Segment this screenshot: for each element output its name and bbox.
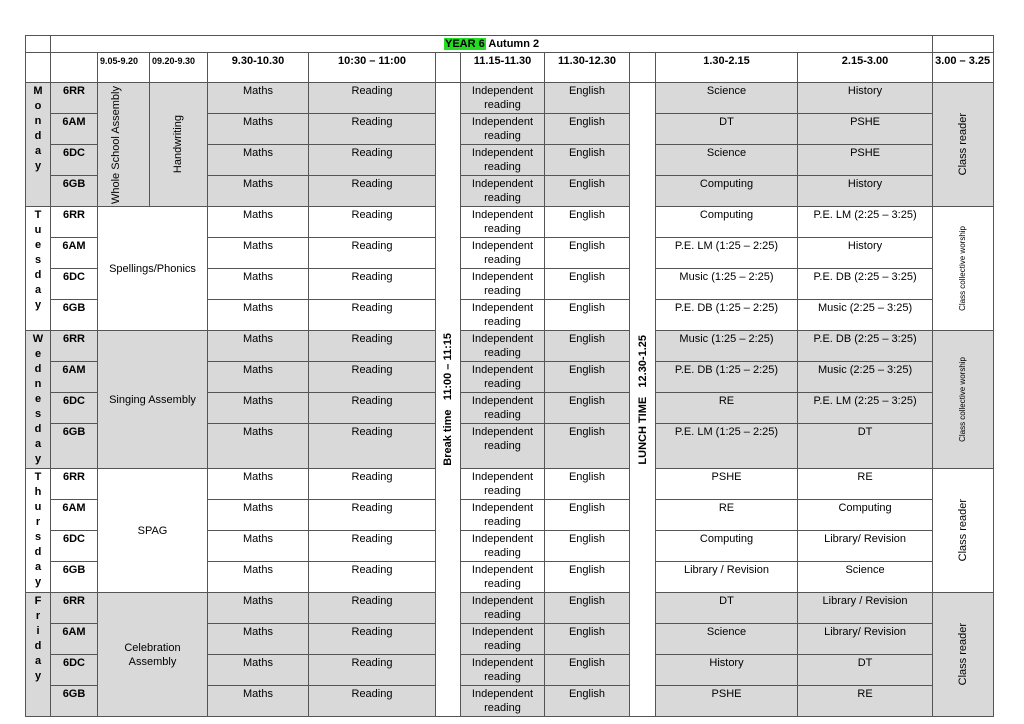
lesson-cell: Science [798, 562, 933, 593]
lesson-cell: English [545, 531, 630, 562]
lesson-cell: Library/ Revision [798, 624, 933, 655]
day-letter: n [34, 378, 42, 390]
class-name: 6AM [51, 500, 98, 531]
lesson-cell: P.E. DB (1:25 – 2:25) [656, 362, 798, 393]
day-letter: r [35, 610, 41, 622]
day-letter: e [34, 393, 42, 405]
header-slot-8: 2.15-3.00 [798, 53, 933, 83]
day-letter: s [34, 531, 42, 543]
class-name: 6DC [51, 655, 98, 686]
class-name: 6AM [51, 114, 98, 145]
table-row [26, 331, 994, 362]
lesson-cell: Maths [208, 593, 309, 624]
lesson-cell: P.E. DB (1:25 – 2:25) [656, 300, 798, 331]
header-slot-4: 10:30 – 11:00 [309, 53, 436, 83]
lesson-cell: Reading [309, 176, 436, 207]
class-name: 6GB [51, 176, 98, 207]
lesson-cell: DT [656, 114, 798, 145]
day-label-friday [26, 593, 51, 717]
day-letter: i [36, 625, 40, 637]
lesson-cell: Independent reading [461, 686, 545, 717]
lesson-cell: PSHE [798, 114, 933, 145]
handwriting-cell [150, 83, 208, 207]
lesson-cell: RE [656, 500, 798, 531]
lesson-cell: Maths [208, 531, 309, 562]
end-of-day-cell [933, 469, 994, 593]
day-letter: y [34, 160, 42, 172]
lesson-cell: Reading [309, 238, 436, 269]
table-row [26, 207, 994, 238]
assembly-label: Whole School Assembly [109, 85, 122, 204]
day-label-monday [26, 83, 51, 207]
class-name: 6GB [51, 686, 98, 717]
lesson-cell: Reading [309, 655, 436, 686]
day-letter: e [34, 348, 42, 360]
day-letter: a [34, 284, 42, 296]
lesson-cell: Maths [208, 500, 309, 531]
lesson-cell: Independent reading [461, 145, 545, 176]
day-letter: y [34, 453, 42, 465]
day-letter: r [35, 516, 41, 528]
day-letter: M [33, 85, 43, 97]
lesson-cell: Maths [208, 207, 309, 238]
end-of-day-label: Class reader [957, 113, 970, 176]
lesson-cell: English [545, 176, 630, 207]
lesson-cell: Maths [208, 83, 309, 114]
lesson-cell: Independent reading [461, 624, 545, 655]
day-letter: y [34, 299, 42, 311]
lesson-cell: English [545, 207, 630, 238]
lesson-cell: P.E. LM (1:25 – 2:25) [656, 238, 798, 269]
end-of-day-label: Class collective worship [958, 357, 968, 442]
day-letter: a [34, 145, 42, 157]
day-letter: y [34, 670, 42, 682]
lesson-cell: Computing [656, 207, 798, 238]
lesson-cell: English [545, 593, 630, 624]
day-letter: n [34, 115, 42, 127]
lesson-cell: Reading [309, 624, 436, 655]
lesson-cell: Independent reading [461, 238, 545, 269]
end-of-day-label: Class reader [957, 623, 970, 686]
lesson-cell: Maths [208, 655, 309, 686]
break-time-label: Break time 11:00 – 11:15 [442, 333, 454, 466]
lunch-time-column [630, 83, 656, 717]
day-letter: d [34, 130, 42, 142]
lesson-cell: History [798, 83, 933, 114]
lunch-time-label: LUNCH TIME 12.30-1.25 [636, 334, 649, 465]
end-of-day-label: Class reader [957, 499, 970, 562]
lesson-cell: English [545, 500, 630, 531]
header-slot-7: 1.30-2.15 [656, 53, 798, 83]
lesson-cell: Science [656, 624, 798, 655]
lesson-cell: English [545, 238, 630, 269]
table-row [26, 469, 994, 500]
lesson-cell: Maths [208, 145, 309, 176]
day-letter: o [34, 100, 42, 112]
end-of-day-cell [933, 331, 994, 469]
day-letter: a [34, 438, 42, 450]
header-slot-3: 9.30-10.30 [208, 53, 309, 83]
header-slot-2: 09.20-9.30 [150, 53, 208, 83]
lesson-cell: Maths [208, 300, 309, 331]
day-letter: a [34, 561, 42, 573]
assembly-cell: SPAG [98, 469, 208, 593]
lesson-cell: Maths [208, 686, 309, 717]
lesson-cell: PSHE [656, 686, 798, 717]
lesson-cell: Reading [309, 424, 436, 469]
lesson-cell: Music (1:25 – 2:25) [656, 331, 798, 362]
day-letter: W [32, 333, 44, 345]
lesson-cell: Reading [309, 300, 436, 331]
lesson-cell: Reading [309, 531, 436, 562]
lesson-cell: Reading [309, 269, 436, 300]
lesson-cell: Maths [208, 176, 309, 207]
lesson-cell: Library / Revision [798, 593, 933, 624]
lesson-cell: PSHE [798, 145, 933, 176]
lesson-cell: Maths [208, 114, 309, 145]
lesson-cell: Independent reading [461, 300, 545, 331]
day-label-wednesday [26, 331, 51, 469]
header-blank-day [26, 53, 51, 83]
lesson-cell: RE [798, 469, 933, 500]
year-tag: YEAR 6 [444, 38, 485, 50]
lesson-cell: Maths [208, 469, 309, 500]
lesson-cell: DT [656, 593, 798, 624]
timetable [25, 35, 994, 717]
lesson-cell: RE [798, 686, 933, 717]
day-letter: d [34, 423, 42, 435]
class-name: 6DC [51, 393, 98, 424]
lesson-cell: English [545, 686, 630, 717]
lesson-cell: English [545, 362, 630, 393]
lesson-cell: Maths [208, 331, 309, 362]
day-letter: a [34, 655, 42, 667]
lesson-cell: English [545, 393, 630, 424]
timetable-title [51, 36, 933, 53]
class-name: 6RR [51, 83, 98, 114]
lesson-cell: Independent reading [461, 393, 545, 424]
term-label: Autumn 2 [485, 38, 540, 50]
lesson-cell: History [798, 176, 933, 207]
lesson-cell: Independent reading [461, 83, 545, 114]
lesson-cell: Maths [208, 238, 309, 269]
class-name: 6RR [51, 207, 98, 238]
class-name: 6DC [51, 145, 98, 176]
header-slot-5: 11.15-11.30 [461, 53, 545, 83]
day-letter: e [34, 239, 42, 251]
class-name: 6RR [51, 331, 98, 362]
assembly-cell: Singing Assembly [98, 331, 208, 469]
lesson-cell: Reading [309, 362, 436, 393]
lesson-cell: Maths [208, 269, 309, 300]
lesson-cell: English [545, 83, 630, 114]
day-label-thursday [26, 469, 51, 593]
day-letter: h [34, 486, 42, 498]
day-label-tuesday [26, 207, 51, 331]
class-name: 6GB [51, 300, 98, 331]
handwriting-label: Handwriting [172, 115, 184, 174]
lesson-cell: English [545, 269, 630, 300]
lesson-cell: Maths [208, 362, 309, 393]
class-name: 6RR [51, 469, 98, 500]
day-letter: T [34, 209, 42, 221]
class-name: 6RR [51, 593, 98, 624]
lesson-cell: RE [656, 393, 798, 424]
header-slot-1: 9.05-9.20 [98, 53, 150, 83]
header-lunch [630, 53, 656, 83]
lesson-cell: Science [656, 145, 798, 176]
end-of-day-cell [933, 207, 994, 331]
lesson-cell: Music (2:25 – 3:25) [798, 362, 933, 393]
lesson-cell: Maths [208, 562, 309, 593]
lesson-cell: Reading [309, 207, 436, 238]
lesson-cell: Independent reading [461, 114, 545, 145]
lesson-cell: Music (1:25 – 2:25) [656, 269, 798, 300]
header-slot-6: 11.30-12.30 [545, 53, 630, 83]
class-name: 6DC [51, 531, 98, 562]
lesson-cell: Reading [309, 393, 436, 424]
lesson-cell: History [656, 655, 798, 686]
header-slot-9: 3.00 – 3.25 [933, 53, 994, 83]
lesson-cell: Independent reading [461, 562, 545, 593]
table-row [26, 83, 994, 114]
title-end-cell [933, 36, 994, 53]
lesson-cell: Reading [309, 562, 436, 593]
lesson-cell: Independent reading [461, 655, 545, 686]
assembly-cell: Celebration Assembly [98, 593, 208, 717]
lesson-cell: English [545, 114, 630, 145]
day-letter: d [34, 363, 42, 375]
lesson-cell: English [545, 424, 630, 469]
lesson-cell: English [545, 145, 630, 176]
lesson-cell: Reading [309, 83, 436, 114]
table-row [26, 593, 994, 624]
lesson-cell: P.E. DB (2:25 – 3:25) [798, 269, 933, 300]
day-letter: y [34, 576, 42, 588]
lesson-cell: Computing [656, 176, 798, 207]
lesson-cell: Independent reading [461, 207, 545, 238]
lesson-cell: Science [656, 83, 798, 114]
end-of-day-label: Class collective worship [958, 226, 968, 311]
lesson-cell: Independent reading [461, 593, 545, 624]
lesson-cell: Reading [309, 114, 436, 145]
day-letter: d [34, 269, 42, 281]
lesson-cell: Independent reading [461, 176, 545, 207]
lesson-cell: PSHE [656, 469, 798, 500]
lesson-cell: Independent reading [461, 531, 545, 562]
lesson-cell: Reading [309, 469, 436, 500]
lesson-cell: DT [798, 655, 933, 686]
class-name: 6AM [51, 238, 98, 269]
assembly-cell [98, 83, 150, 207]
class-name: 6GB [51, 562, 98, 593]
lesson-cell: Library / Revision [656, 562, 798, 593]
lesson-cell: English [545, 469, 630, 500]
lesson-cell: Music (2:25 – 3:25) [798, 300, 933, 331]
lesson-cell: Reading [309, 145, 436, 176]
lesson-cell: Reading [309, 593, 436, 624]
day-letter: F [34, 595, 42, 607]
lesson-cell: Maths [208, 393, 309, 424]
lesson-cell: Reading [309, 686, 436, 717]
end-of-day-cell [933, 83, 994, 207]
lesson-cell: Independent reading [461, 469, 545, 500]
lesson-cell: Independent reading [461, 500, 545, 531]
lesson-cell: Computing [656, 531, 798, 562]
lesson-cell: History [798, 238, 933, 269]
lesson-cell: Computing [798, 500, 933, 531]
class-name: 6AM [51, 624, 98, 655]
corner-cell [26, 36, 51, 53]
lesson-cell: Reading [309, 500, 436, 531]
day-letter: d [34, 546, 42, 558]
lesson-cell: Maths [208, 424, 309, 469]
assembly-cell: Spellings/Phonics [98, 207, 208, 331]
break-time-column [436, 83, 461, 717]
class-name: 6DC [51, 269, 98, 300]
day-letter: T [34, 471, 42, 483]
lesson-cell: Independent reading [461, 424, 545, 469]
day-letter: u [34, 224, 42, 236]
lesson-cell: English [545, 624, 630, 655]
lesson-cell: DT [798, 424, 933, 469]
header-break [436, 53, 461, 83]
lesson-cell: Independent reading [461, 269, 545, 300]
lesson-cell: P.E. LM (1:25 – 2:25) [656, 424, 798, 469]
lesson-cell: English [545, 655, 630, 686]
lesson-cell: English [545, 300, 630, 331]
lesson-cell: Independent reading [461, 362, 545, 393]
lesson-cell: Maths [208, 624, 309, 655]
lesson-cell: P.E. LM (2:25 – 3:25) [798, 393, 933, 424]
day-letter: s [34, 408, 42, 420]
end-of-day-cell [933, 593, 994, 717]
header-blank-class [51, 53, 98, 83]
lesson-cell: P.E. LM (2:25 – 3:25) [798, 207, 933, 238]
lesson-cell: Library/ Revision [798, 531, 933, 562]
day-letter: u [34, 501, 42, 513]
lesson-cell: English [545, 562, 630, 593]
lesson-cell: English [545, 331, 630, 362]
day-letter: s [34, 254, 42, 266]
day-letter: d [34, 640, 42, 652]
lesson-cell: Reading [309, 331, 436, 362]
class-name: 6GB [51, 424, 98, 469]
lesson-cell: Independent reading [461, 331, 545, 362]
lesson-cell: P.E. DB (2:25 – 3:25) [798, 331, 933, 362]
class-name: 6AM [51, 362, 98, 393]
